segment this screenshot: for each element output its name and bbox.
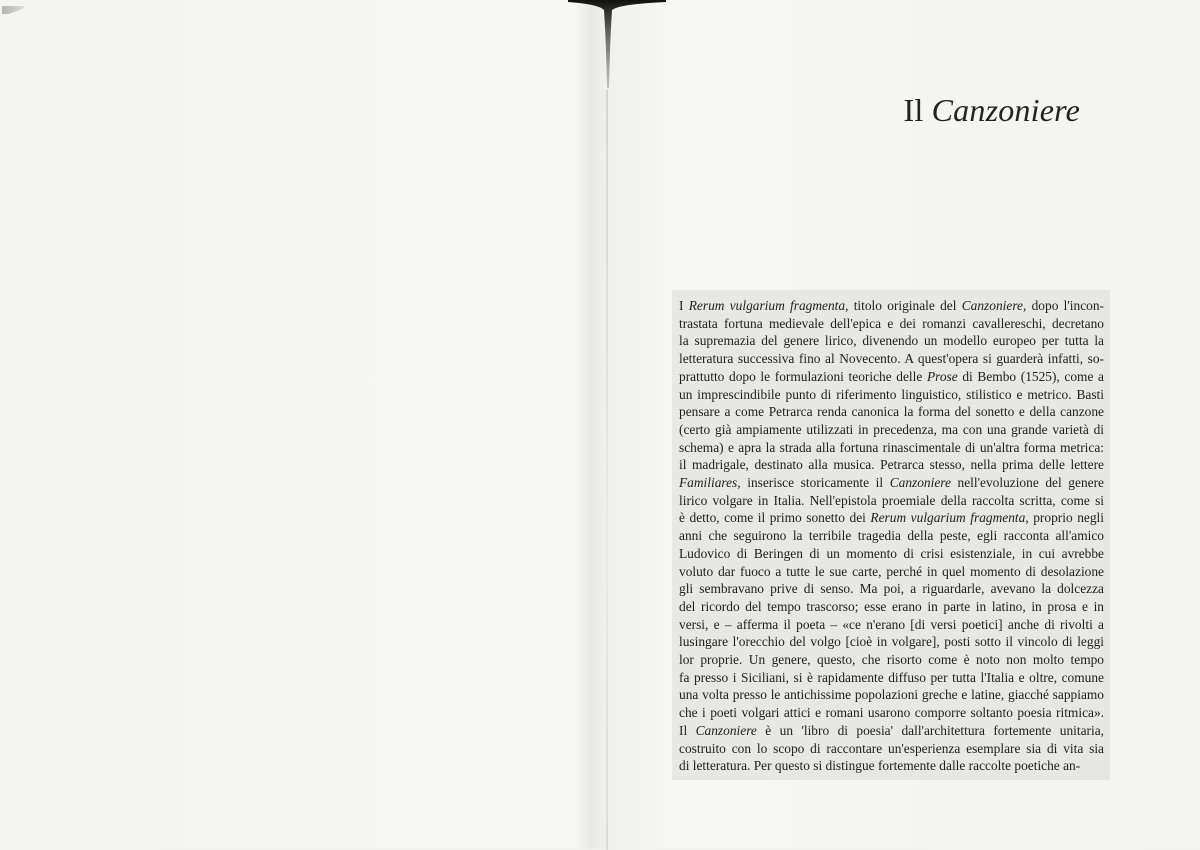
body-line: [679, 616, 1104, 633]
binding-gutter-top: [568, 0, 668, 90]
chapter-title-italic: Canzoniere: [931, 92, 1080, 128]
body-line: [679, 297, 1104, 314]
text-run: , titolo originale del: [845, 298, 962, 313]
text-run: fa presso i Siciliani, si è rapidamente diffuso per tutta l'Italia e oltre, comune: [679, 669, 1104, 685]
binding-gutter-line: [606, 90, 608, 850]
body-line: [679, 669, 1104, 686]
text-run: , dopo l'incon-: [1022, 298, 1104, 313]
body-line: [679, 332, 1104, 349]
body-line: [679, 474, 1104, 491]
text-run: è detto, come il primo sonetto dei: [679, 510, 871, 526]
text-run: lusingare l'orecchio del volgo [cioè in volgare], posti sotto il vincolo di leggi: [679, 634, 1104, 650]
body-line: [679, 740, 1104, 757]
italic-title-ref: Canzoniere: [695, 722, 757, 738]
italic-title-ref: Familiares: [679, 475, 738, 490]
text-run: letteratura successiva fino al Novecento. A quest'opera si guarderà infatti, so-: [679, 351, 1104, 367]
body-line: [679, 509, 1104, 526]
text-run: versi, e – afferma il poeta – «ce n'erano [di versi poetici] anche di rivolti a: [679, 616, 1104, 632]
text-run: Il: [679, 722, 696, 738]
body-line: [679, 580, 1104, 597]
body-line: [679, 421, 1104, 438]
chapter-title: [700, 92, 1080, 129]
italic-title-ref: Canzoniere: [961, 298, 1023, 313]
body-line: [679, 704, 1104, 721]
body-line: [679, 651, 1104, 668]
body-line: [679, 439, 1104, 456]
text-run: gli sembravano prive di senso. Ma poi, a riguardarle, avevano la dolcezza: [679, 581, 1104, 597]
chapter-title-prefix: Il: [903, 92, 932, 128]
body-line: [679, 545, 1104, 562]
text-run: nell'evoluzione del genere: [950, 475, 1104, 490]
text-run: prattutto dopo le formulazioni teoriche delle: [679, 368, 927, 384]
body-line: [679, 686, 1104, 703]
text-run: lor proprie. Un genere, questo, che risorto come è noto non molto tempo: [679, 652, 1104, 667]
scan-corner-mark: [2, 6, 24, 14]
body-line: [679, 598, 1104, 615]
text-run: un imprescindibile punto di riferimento linguistico, stilistico e metrico. Basti: [679, 386, 1104, 402]
body-line: [679, 527, 1104, 544]
text-run: anni che seguirono la terribile tragedia della peste, egli racconta all'amico: [679, 528, 1104, 544]
body-line: [679, 633, 1104, 650]
body-line: [679, 757, 1104, 774]
body-line: [679, 350, 1104, 367]
text-run: la supremazia del genere lirico, divenendo un modello europeo per tutta la: [679, 333, 1104, 349]
text-run: è un 'libro di poesia' dall'architettura fortemente unitaria,: [756, 722, 1104, 738]
text-run: il madrigale, destinato alla musica. Petrarca stesso, nella prima delle lettere: [679, 457, 1104, 473]
text-run: di Bembo (1525), come a: [957, 368, 1104, 384]
text-run: , inserisce storicamente il: [737, 475, 890, 490]
body-line: [679, 722, 1104, 739]
body-line: [679, 315, 1104, 332]
text-run: di letteratura. Per questo si distingue fortemente dalle raccolte poetiche an-: [679, 758, 1081, 774]
body-line: [679, 368, 1104, 385]
text-run: Ludovico di Beringen di un momento di crisi esistenziale, in cui avrebbe: [679, 545, 1104, 561]
italic-title-ref: Canzoniere: [889, 475, 951, 490]
italic-title-ref: Rerum vulgarium fragmenta: [688, 298, 846, 313]
text-run: lirico volgare in Italia. Nell'epistola proemiale della raccolta scritta, come si: [679, 492, 1104, 508]
text-run: del ricordo del tempo trascorso; esse erano in parte in latino, in prosa e in: [679, 598, 1104, 614]
body-line: [679, 456, 1104, 473]
text-run: schema) e apra la strada alla fortuna rinascimentale di un'altra forma metrica:: [679, 439, 1104, 455]
body-line: [679, 386, 1104, 403]
text-run: (certo già ampiamente utilizzati in precedenza, ma con una grande varietà di: [679, 421, 1104, 437]
text-run: costruito con lo scopo di raccontare un'esperienza esemplare sia di vita sia: [679, 740, 1104, 756]
text-run: voluto dar fuoco a tutte le sue carte, perché in quel momento di desolazione: [679, 563, 1104, 579]
text-run: pensare a come Petrarca renda canonica la forma del sonetto e della canzone: [679, 404, 1104, 420]
body-line: [679, 492, 1104, 509]
text-run: I: [679, 298, 689, 313]
text-run: una volta presso le antichissime popolazioni greche e latine, giacché sappiamo: [679, 687, 1104, 703]
body-line: [679, 403, 1104, 420]
text-run: che i poeti volgari attici e romani usarono comporre soltanto poesia ritmica».: [679, 705, 1104, 721]
text-run: , proprio negli: [1025, 510, 1104, 526]
text-run: trastata fortuna medievale dell'epica e dei romanzi cavallereschi, decretano: [679, 315, 1104, 331]
body-line: [679, 563, 1104, 580]
italic-title-ref: Prose: [926, 368, 958, 384]
italic-title-ref: Rerum vulgarium fragmenta: [870, 510, 1026, 526]
